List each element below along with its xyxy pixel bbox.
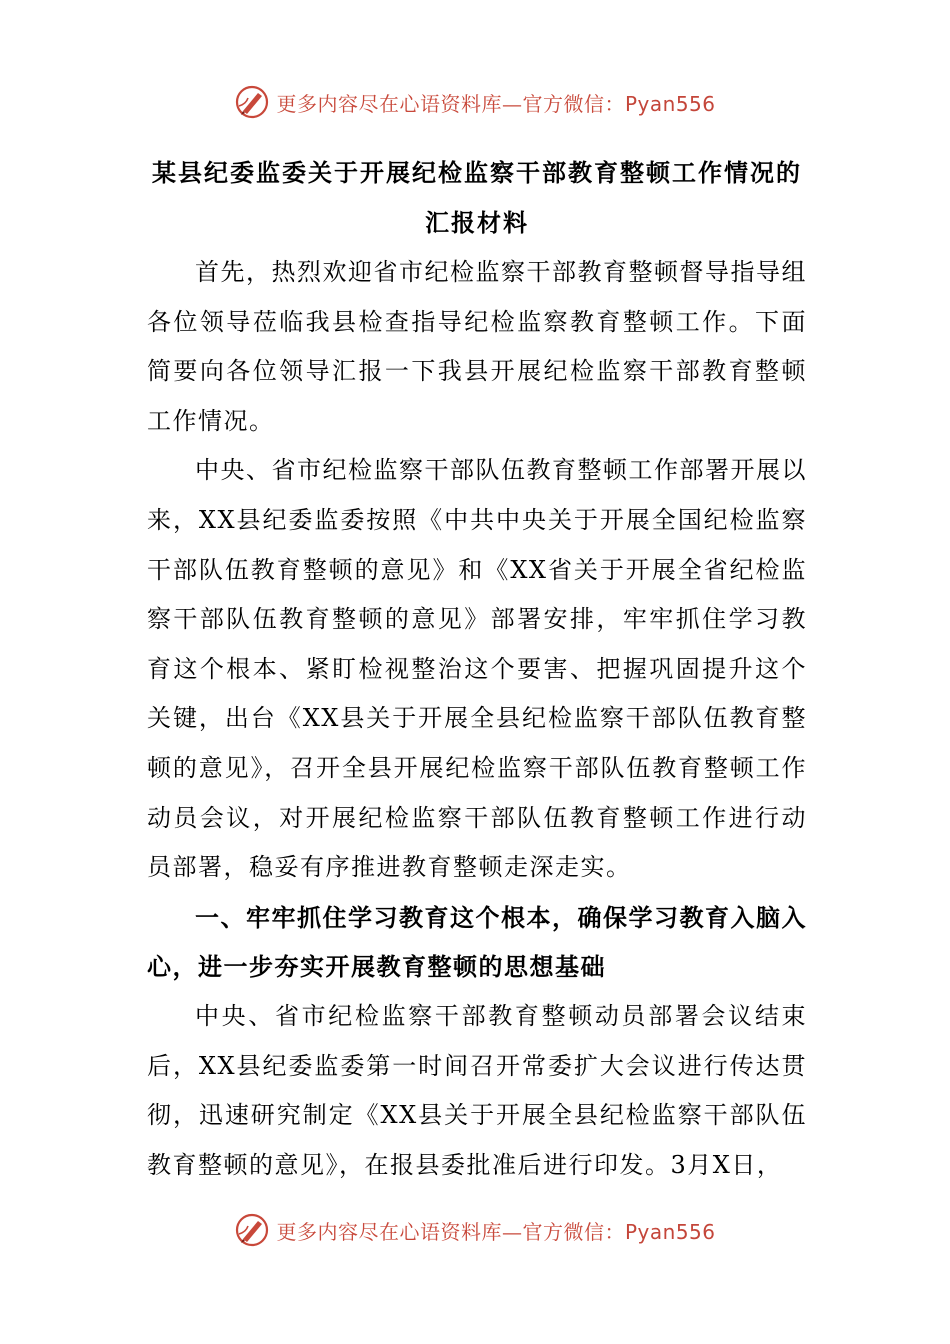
footer-watermark-banner <box>0 1210 950 1250</box>
paragraph-intro: 首先，热烈欢迎省市纪检监察干部教育整顿督导指导组各位领导莅临我县检查指导纪检监察教育整顿工作。下面简要向各位领导汇报一下我县开展纪检监察干部教育整顿工作情况。 <box>147 258 807 435</box>
section-heading-1: 一、牢牢抓住学习教育这个根本，确保学习教育入脑入心，进一步夯实开展教育整顿的思想基础 <box>147 902 807 982</box>
paragraph-background: 中央、省市纪检监察干部队伍教育整顿工作部署开展以来，XX县纪委监委按照《中共中央关于开展全国纪检监察干部队伍教育整顿的意见》和《XX省关于开展全省纪检监察干部队伍教育整顿的意见》部署安排，牢牢抓住学习教育这个根本、紧盯检视整治这个要害、把握巩固提升这个关键，出台《XX县关于开展全县纪检监察干部队伍教育整顿的意见》，召开全县开展纪检监察干部队伍教育整顿工作动员会议，对开展纪检监察干部队伍教育整顿工作进行动员部署，稳妥有序推进教育整顿走深走实。 <box>147 456 807 882</box>
header-watermark-banner <box>0 82 950 122</box>
watermark-text: 更多内容尽在心语资料库—官方微信：Pyan556 <box>276 91 716 116</box>
document-body <box>147 248 807 1190</box>
document-title-line-1: 某县纪委监委关于开展纪检监察干部教育整顿工作情况的 <box>152 158 802 187</box>
watermark-text: 更多内容尽在心语资料库—官方微信：Pyan556 <box>276 1219 716 1244</box>
pen-logo-icon <box>234 84 270 120</box>
pen-logo-icon <box>234 1212 270 1248</box>
paragraph-section-1: 中央、省市纪检监察干部教育整顿动员部署会议结束后，XX县纪委监委第一时间召开常委扩大会议进行传达贯彻，迅速研究制定《XX县关于开展全县纪检监察干部队伍教育整顿的意见》，在报县委批准后进行印发。3月X日， <box>147 1001 807 1179</box>
document-title-line-2: 汇报材料 <box>425 208 529 237</box>
